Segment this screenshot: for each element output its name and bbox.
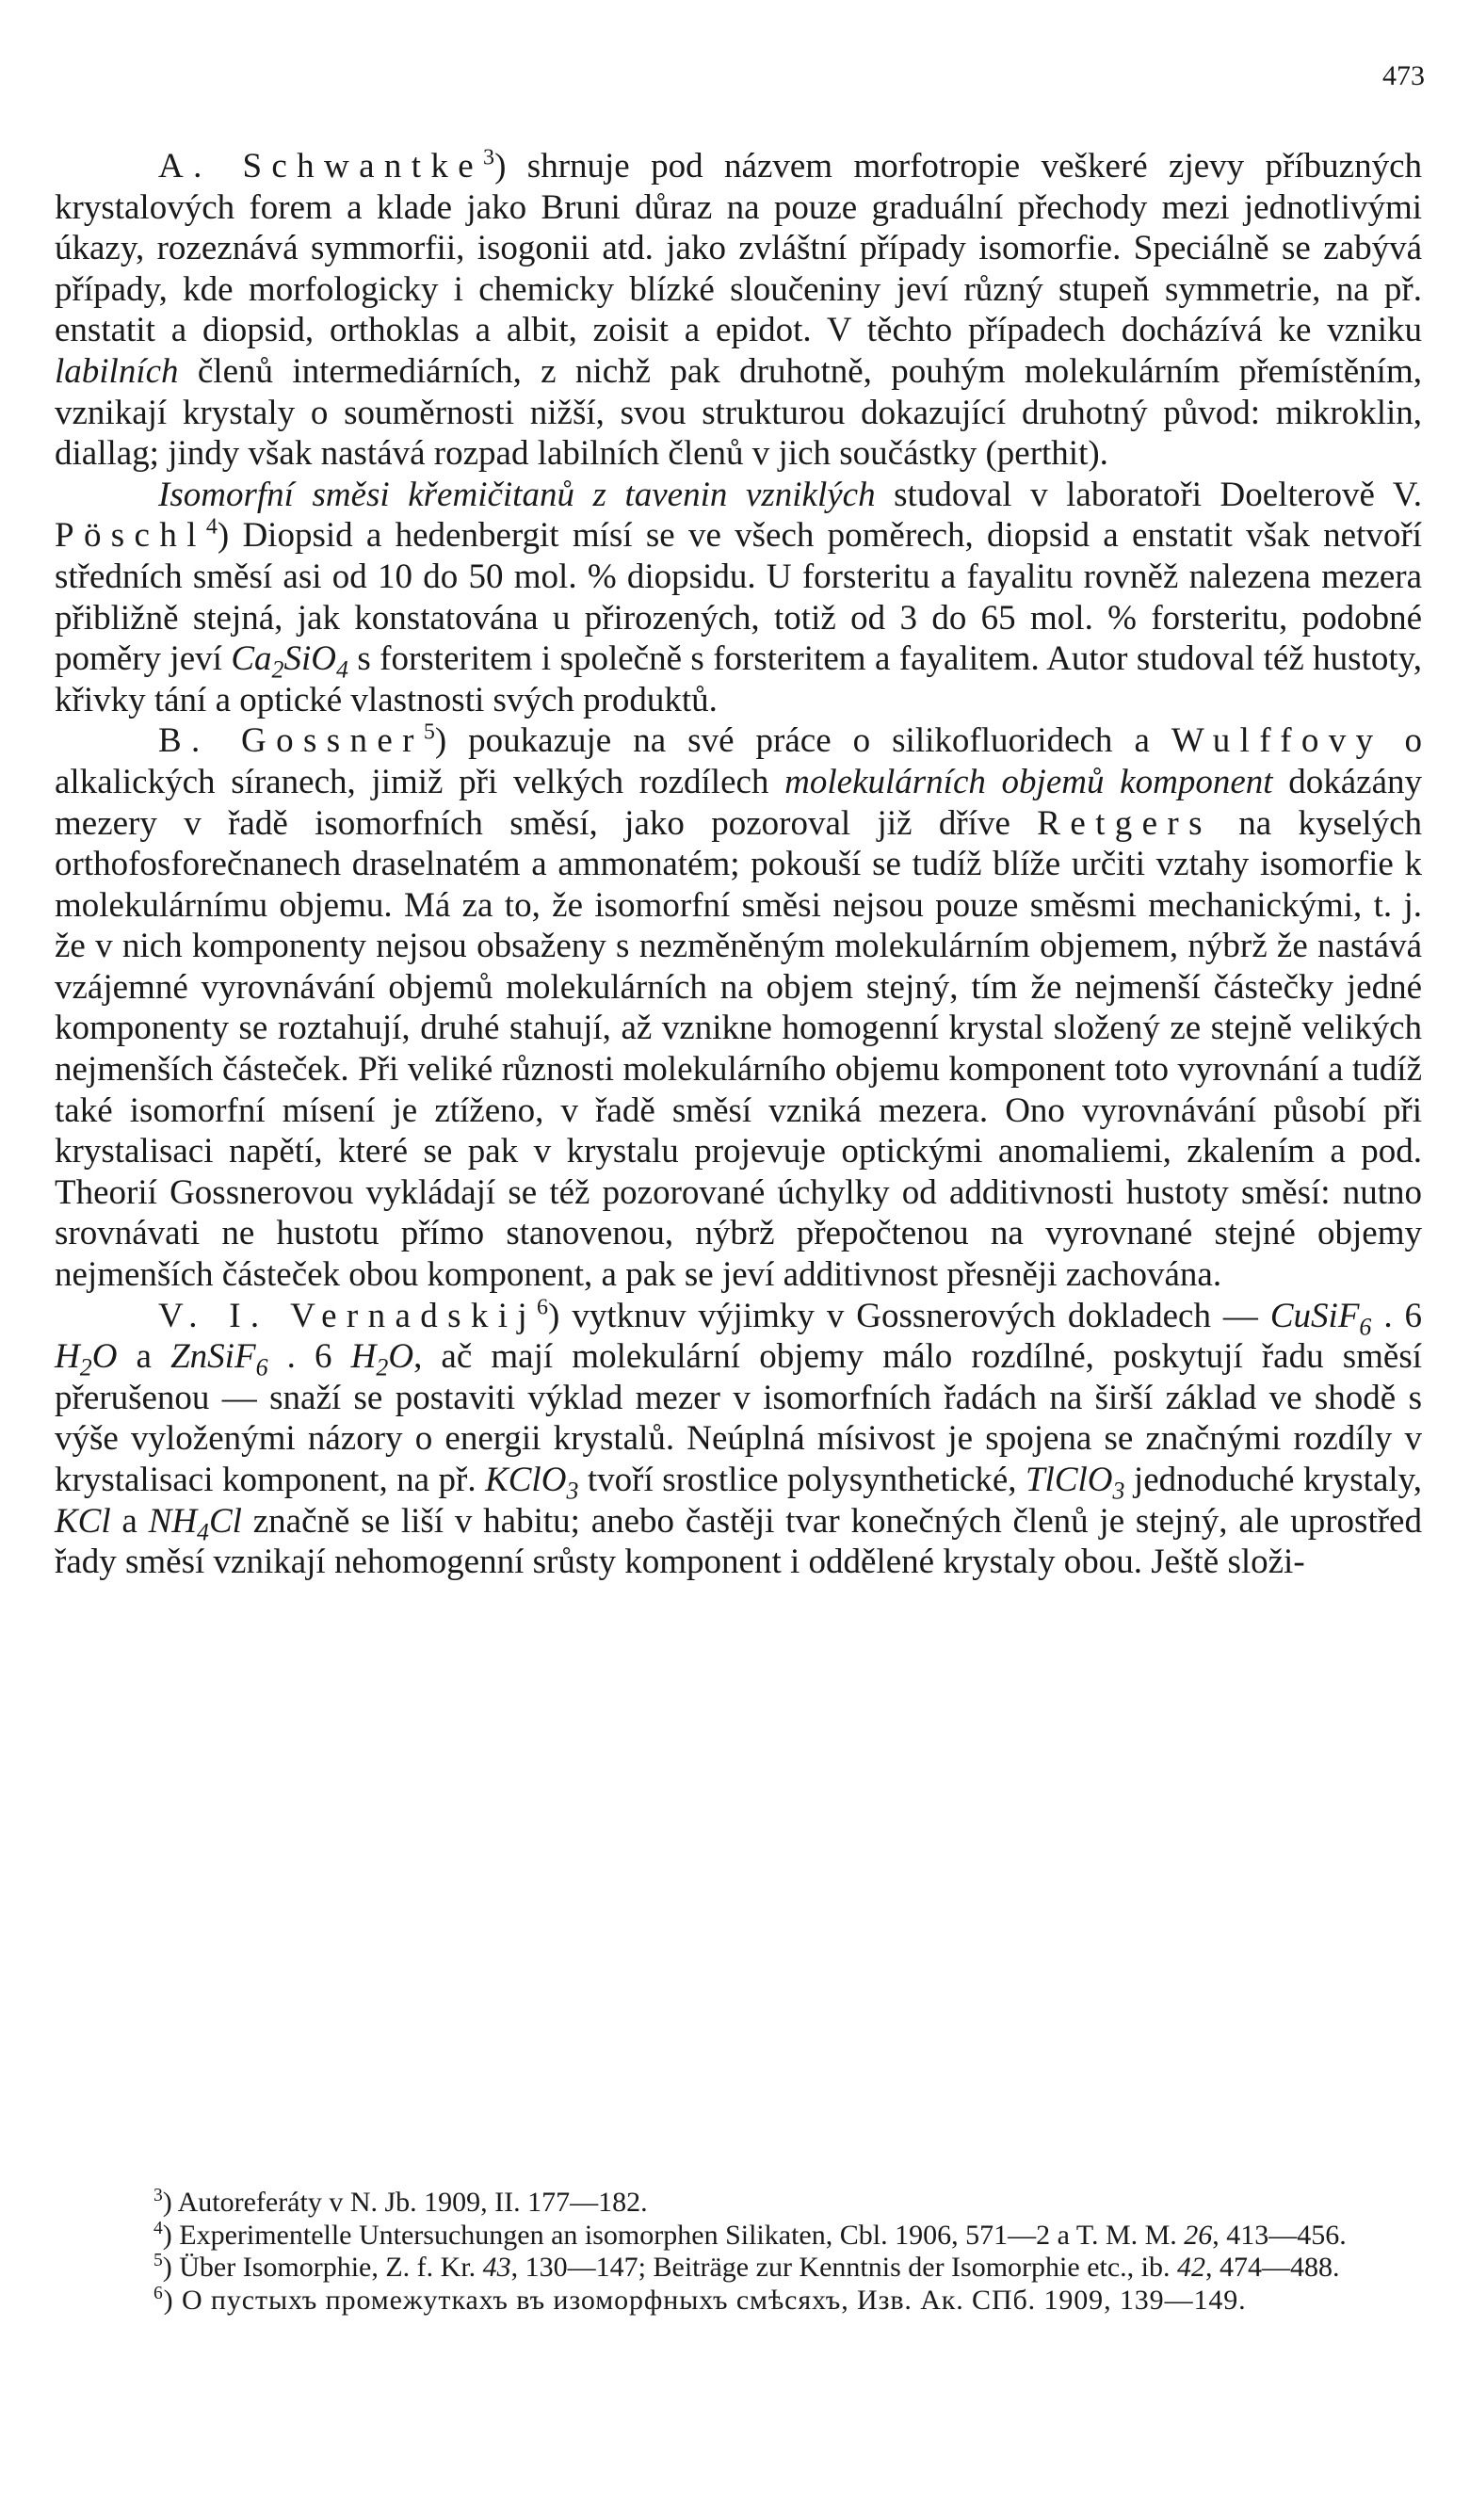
chemical-formula: ZnSiF$_6$ . 6 $H_2O$ <box>170 1337 414 1381</box>
footnotes <box>55 2187 1422 2317</box>
chemical-formula: $Ca_2SiO_4$ <box>231 639 348 684</box>
chemical-formula: CuSiF$_6$ . 6 $H_2O$ <box>55 1296 1423 1381</box>
chemical-formula: KClO$_3$ <box>485 1461 579 1505</box>
footnote-3: $^3$) Autoreferáty v N. Jb. 1909, II. 177—182. <box>153 2186 648 2218</box>
author-name: A. Schwantke <box>158 147 484 186</box>
footnote-5: $^5$) Über Isomorphie, Z. f. Kr. 43, 130—147; Beiträge zur Kenntnis der Isomorphie etc., ib. 42, 474—488. <box>153 2251 1340 2283</box>
footnote-4: $^4$) Experimentelle Untersuchungen an isomorphen Silikaten, Cbl. 1906, 571—2 a T. M. M. 26, 413—456. <box>153 2218 1347 2251</box>
chemical-formula: KCl <box>55 1501 111 1541</box>
footnote-ref: 4 <box>205 515 218 541</box>
author-name: Wulffovy <box>1171 721 1383 761</box>
chemical-formula: TlClO$_3$ <box>1025 1461 1125 1505</box>
author-name: Retgers <box>1037 803 1212 843</box>
body-text <box>55 146 1422 1583</box>
paragraph-gossner: B. Gossner$^5$) poukazuje na své práce o silikofluoridech a Wulffovy o alkalických síranech, jimiž při velkých rozdílech molekulárních objemů komponent dokázány mezery v řadě isomorfních směsí, jako pozoroval již dříve Retgers na kyselých orthofosforečnanech draselnatém a ammonatém; pokouší se tudíž blíže určiti vztahy isomorfie k molekulárnímu objemu. Má za to, že isomorfní směsi nejsou pouze směsmi mechanickými, t. j. že v nich komponenty nejsou obsaženy s nezměněným molekulárním objemem, nýbrž že nastává vzájemné vyrovnávání objemů molekulárních na objem stejný, tím že nejmenší částečky jedné komponenty se roztahují, druhé stahují, až vznikne homogenní krystal složený ze stejně velikých nejmenších částeček. Při veliké různosti molekulárního objemu komponent toto vyrovnání a tudíž také isomorfní mísení je ztíženo, v řadě směsí vzniká mezera. Ono vyrovnávání působí při krystalisaci napětí, které se pak v krystalu projevuje optickými anomaliemi, zkalením a pod. Theorií Gossnerovou vykládají se též pozorované úchylky od additivnosti hustoty směsí: nutno srovnávati ne hustotu přímo stanovenou, nýbrž přepočtenou na vyrovnané stejné objemy nejmenších částeček obou komponent, a pak se jeví additivnost přesněji zachována. <box>55 719 1422 1295</box>
paragraph-vernadskij: V. I. Vernadskij$^6$) vytknuv výjimky v Gossnerových dokladech — CuSiF$_6$ . 6 $H_2O$ a ZnSiF$_6$ . 6 $H_2O$, ač mají molekulární objemy málo rozdílné, poskytují řadu směsí přerušenou — snaží se postaviti výklad mezer v isomorfních řadách na širší základ ve shodě s výše vyloženými názory o energii krystalů. Neúplná mísivost je spojena se značnými rozdíly v krystalisaci komponent, na př. KClO$_3$ tvoří srostlice polysynthetické, TlClO$_3$ jednoduché krystaly, KCl a $NH_4Cl$ značně se liší v habitu; anebo častěji tvar konečných členů je stejný, ale uprostřed řady směsí vznikají nehomogenní srůsty komponent i oddělené krystaly obou. Ještě složi- <box>55 1295 1423 1582</box>
footnote-ref: 6 <box>537 1295 549 1320</box>
section-heading-italic: Isomorfní směsi křemičitanů z tavenin vzniklých <box>158 475 876 514</box>
author-name: Pöschl <box>55 516 206 556</box>
author-name: V. I. Vernadskij <box>158 1296 538 1335</box>
page-number: 473 <box>1382 60 1425 91</box>
paragraph-poschl: Isomorfní směsi křemičitanů z tavenin vzniklých studoval v laboratoři Doelterově V. Pöschl$^4$) Diopsid a hedenbergit mísí se ve všech poměrech, diopsid a enstatit však netvoří středních směsí asi od 10 do 50 mol. % diopsidu. U forsteritu a fayalitu rovněž nalezena mezera přibližně stejná, jak konstatována u přirozených, totiž od 3 do 65 mol. % forsteritu, podobné poměry jeví $Ca_2SiO_4$ s forsteritem i společně s forsteritem a fayalitem. Autor studoval též hustoty, křivky tání a optické vlastnosti svých produktů. <box>55 475 1422 719</box>
footnote-ref: 3 <box>483 145 495 170</box>
author-name: B. Gossner <box>158 721 424 761</box>
footnote-ref: 5 <box>423 719 435 745</box>
footnote-6: $^6$) О пустыхъ промежуткахъ въ изоморфныхъ смѣсяхъ, Изв. Ак. СПб. 1909, 139—149. <box>153 2283 1247 2316</box>
chemical-formula: $NH_4Cl$ <box>148 1501 242 1545</box>
paragraph-schwantke: A. Schwantke$^3$) shrnuje pod názvem morfotropie veškeré zjevy příbuzných krystalových forem a klade jako Bruni důraz na pouze graduální přechody mezi jednotlivými úkazy, rozeznává symmorfii, isogonii atd. jako zvláštní případy isomorfie. Speciálně se zabývá případy, kde morfologicky i chemicky blízké sloučeniny jeví různý stupeň symmetrie, na př. enstatit a diopsid, orthoklas a albit, zoisit a epidot. V těchto případech docházívá ke vzniku labilních členů intermediárních, z nichž pak druhotně, pouhým molekulárním přemístěním, vznikají krystaly o souměrnosti nižší, svou strukturou dokazující druhotný původ: mikroklin, diallag; jindy však nastává rozpad labilních členů v jich součástky (perthit). <box>55 145 1422 474</box>
